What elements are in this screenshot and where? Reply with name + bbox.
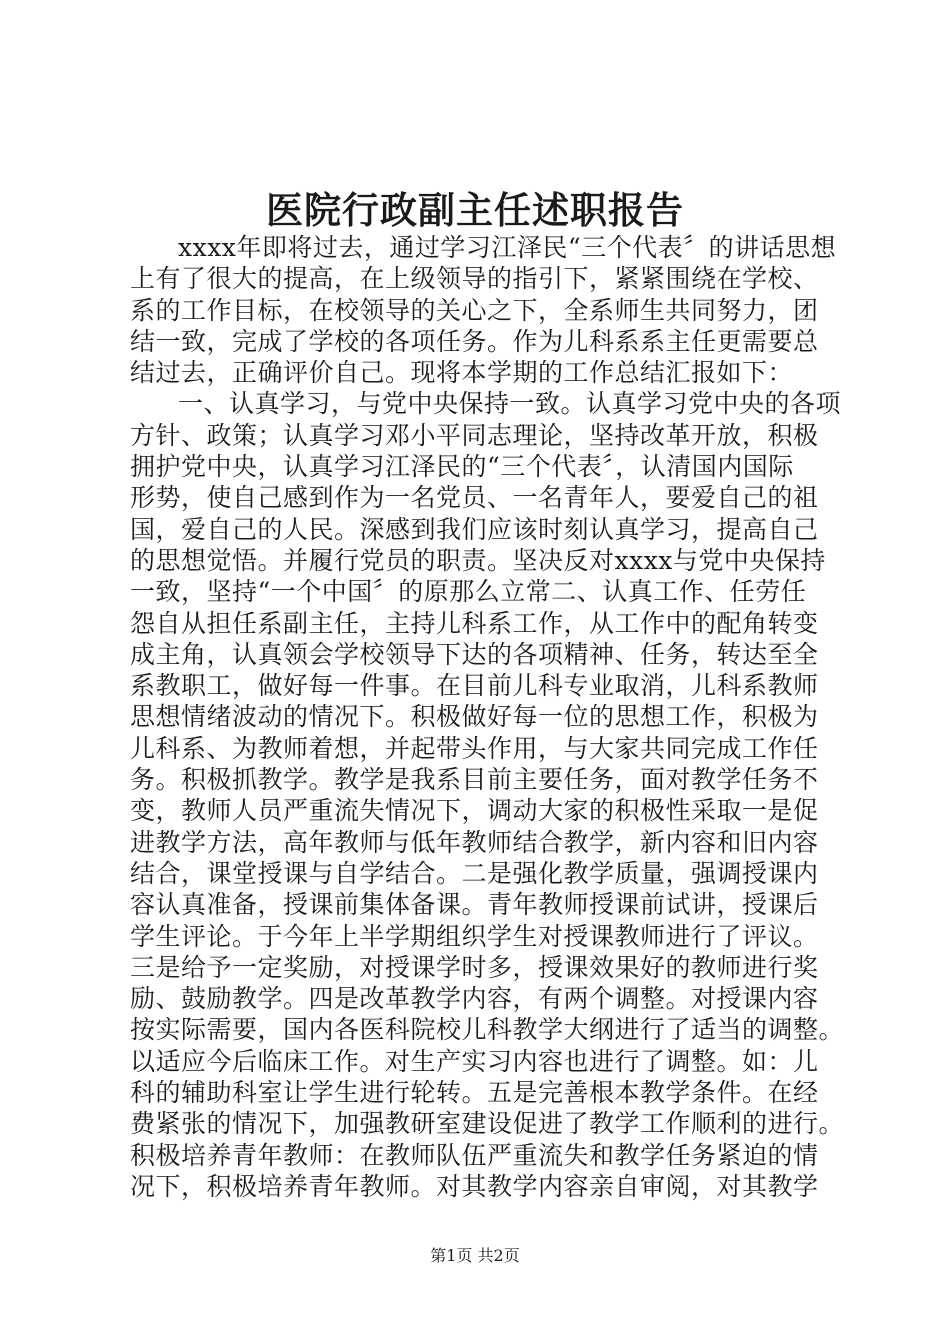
body-line: 的思想觉悟。并履行党员的职责。坚决反对xxxx与党中央保持 — [130, 545, 826, 575]
body-line: 一致，坚持“一个中国〞的原那么立常二、认真工作、任劳任 — [130, 577, 807, 607]
body-line: 励、鼓励教学。四是改革教学内容，有两个调整。对授课内容 — [130, 984, 819, 1014]
body-line: xxxx年即将过去，通过学习江泽民“三个代表〞的讲话思想 — [178, 233, 837, 262]
body-line: 积极培养青年教师：在教师队伍严重流失和教学任务紧迫的情 — [130, 1140, 819, 1170]
body-line: 形势，使自己感到作为一名党员、一名青年人，要爱自己的祖 — [130, 483, 819, 513]
body-line: 系教职工，做好每一件事。在目前儿科专业取消，儿科系教师 — [130, 671, 819, 701]
body-line: 上有了很大的提高，在上级领导的指引下，紧紧围绕在学校、 — [130, 264, 819, 294]
body-line: 结过去，正确评价自己。现将本学期的工作总结汇报如下： — [130, 358, 794, 388]
body-line: 按实际需要，国内各医科院校儿科教学大纲进行了适当的调整。 — [130, 1015, 845, 1045]
body-line: 结一致，完成了学校的各项任务。作为儿科系系主任更需要总 — [130, 326, 819, 356]
body-line: 系的工作目标，在校领导的关心之下，全系师生共同努力，团 — [130, 295, 819, 325]
body-line: 国，爱自己的人民。深感到我们应该时刻认真学习，提高自己 — [130, 514, 819, 544]
page-footer: 第1页 共2页 — [430, 1246, 520, 1265]
body-line: 进教学方法，高年教师与低年教师结合教学，新内容和旧内容 — [130, 827, 819, 857]
body-line: 费紧张的情况下，加强教研室建设促进了教学工作顺利的进行。 — [130, 1109, 845, 1139]
body-line: 怨自从担任系副主任，主持儿科系工作，从工作中的配角转变 — [130, 608, 819, 638]
body-line: 变，教师人员严重流失情况下，调动大家的积极性采取一是促 — [130, 796, 819, 826]
body-line: 学生评论。于今年上半学期组织学生对授课教师进行了评议。 — [130, 921, 819, 951]
body-line: 成主角，认真领会学校领导下达的各项精神、任务，转达至全 — [130, 639, 819, 669]
body-line: 科的辅助科室让学生进行轮转。五是完善根本教学条件。在经 — [130, 1078, 819, 1108]
document-body — [130, 232, 845, 1202]
body-line: 拥护党中央，认真学习江泽民的“三个代表〞，认清国内国际 — [130, 452, 794, 482]
body-line: 儿科系、为教师着想，并起带头作用，与大家共同完成工作任 — [130, 733, 819, 763]
body-line: 方针、政策；认真学习邓小平同志理论，坚持改革开放，积极 — [130, 420, 819, 450]
body-line: 一、认真学习，与党中央保持一致。认真学习党中央的各项 — [178, 389, 842, 419]
page-title: 医院行政副主任述职报告 — [266, 188, 684, 232]
body-line: 三是给予一定奖励，对授课学时多，授课效果好的教师进行奖 — [130, 952, 819, 982]
body-line: 容认真准备，授课前集体备课。青年教师授课前试讲，授课后 — [130, 890, 819, 920]
body-line: 务。积极抓教学。教学是我系目前主要任务，面对教学任务不 — [130, 765, 819, 795]
body-line: 以适应今后临床工作。对生产实习内容也进行了调整。如：儿 — [130, 1046, 819, 1076]
body-line: 思想情绪波动的情况下。积极做好每一位的思想工作，积极为 — [130, 702, 819, 732]
body-line: 结合，课堂授课与自学结合。二是强化教学质量，强调授课内 — [130, 858, 819, 888]
body-line: 况下，积极培养青年教师。对其教学内容亲自审阅，对其教学 — [130, 1171, 819, 1201]
